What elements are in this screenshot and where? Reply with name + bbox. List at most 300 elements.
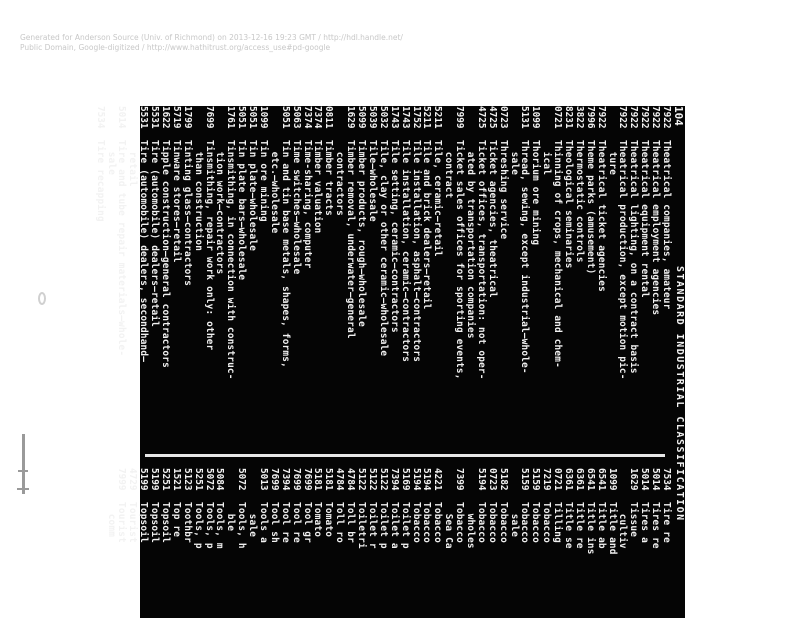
left-index-column [94,106,672,446]
index-entry [388,468,399,628]
index-entry [617,106,628,446]
index-entry [606,468,617,628]
sic-code: 5131 [519,106,531,129]
sic-code [442,106,453,140]
industry-description: Tools, p [203,502,215,549]
index-entry [431,468,442,628]
sic-code: 5531 [138,106,150,129]
industry-description: Tobacco [475,502,487,543]
index-entry [246,468,257,628]
index-entry [312,468,323,628]
industry-description: retail [127,140,139,187]
index-entry [638,468,649,628]
sic-code: 8231 [562,106,574,129]
sic-code: 4725 [475,106,487,129]
scan-artifact-scratch [22,434,25,494]
index-entry [257,106,268,446]
industry-description: Title se [562,502,574,549]
industry-description: Tobacco [497,502,509,543]
industry-description: ble [225,502,237,532]
sic-code [540,106,551,140]
index-entry [148,106,159,446]
sic-code: 5063 [290,106,302,129]
index-entry [235,468,246,628]
sic-code: 0721 [552,106,564,129]
index-entry [519,468,530,628]
index-entry [399,106,410,446]
index-entry [475,106,486,446]
sic-code: 5211 [432,106,444,129]
industry-description: Tile setting, ceramic—contractors [388,140,400,333]
industry-description: Tool re [279,502,291,543]
industry-description: Tool gr [301,502,313,543]
index-entry [224,468,235,628]
sic-code: 7699 [290,468,302,491]
industry-description: ated by transportation companies [464,140,476,339]
index-entry [573,468,584,628]
industry-description: Tools, p [192,502,204,549]
sic-code: 5072 [203,468,215,491]
sic-code: 7374 [301,106,313,129]
index-entry [170,468,181,628]
index-entry [584,106,595,446]
index-entry [268,468,279,628]
industry-description: etc.—wholesale [268,140,280,234]
index-entry [301,468,312,628]
sic-code [508,468,519,502]
industry-description: Toll br [345,502,357,543]
industry-description: Timber tracts [323,140,335,216]
industry-description: Title ins [584,502,596,555]
index-entry [159,106,170,446]
industry-description: Tilling [552,502,564,543]
index-entry [246,106,257,446]
index-entry [617,468,628,628]
index-entry [323,106,334,446]
industry-description: contract [443,140,455,199]
index-entry [562,468,573,628]
industry-description: Tobacco [410,502,422,543]
index-entry [540,468,551,628]
industry-description: Tools, m [214,502,226,549]
index-entry [355,106,366,446]
industry-description: Tinsmithing, repair work only: other [203,140,215,351]
index-entry [497,468,508,628]
sic-code: 5251 [192,468,204,491]
industry-description: sale [247,502,259,538]
index-entry [279,106,290,446]
sic-code [464,468,475,502]
sic-code: 5169 [399,468,411,491]
industry-description: Tile installation, ceramic—contractors [399,140,411,363]
index-entry [442,468,453,628]
index-entry [279,468,290,628]
sic-code: 7374 [312,106,324,129]
industry-description: Tomato [312,502,324,538]
index-entry [421,106,432,446]
sic-code [333,106,344,140]
index-entry [540,106,551,446]
sic-code: 4784 [334,468,346,491]
sic-code: 1743 [399,106,411,129]
index-entry [105,468,116,628]
index-entry [551,468,562,628]
index-entry [137,106,148,446]
industry-description: Tool sh [268,502,280,543]
industry-description: Theatrical lighting, on a contract basis [628,140,640,374]
index-entry [377,106,388,446]
sic-code: 5122 [356,468,368,491]
sic-code: 5211 [421,106,433,129]
sic-code: 7922 [661,106,672,129]
industry-description: tion work—contractors [214,140,226,275]
index-entry [344,106,355,446]
industry-description: Tinware stores—retail [170,140,182,263]
index-entry [105,106,116,446]
rotated-page-content [94,106,685,618]
sic-code: 5181 [323,468,335,491]
column-divider [145,454,665,457]
industry-description: sale [508,502,520,538]
industry-description: Theatrical employment agencies [650,140,662,316]
index-entry [388,106,399,446]
sic-code: 0723 [486,468,498,491]
index-entry [181,106,192,446]
industry-description: Toilet p [377,502,389,549]
industry-description: Tobacco [421,502,433,543]
index-entry [290,468,301,628]
sic-code: 7219 [541,468,553,491]
sic-code: 5122 [377,468,389,491]
industry-description: Title and [606,502,618,555]
industry-description: Tomato [323,502,335,538]
index-entry [148,468,159,628]
index-entry [606,106,617,446]
index-entry [203,468,214,628]
sic-code: 7999 [454,106,466,129]
sic-code: 5159 [519,468,531,491]
index-entry [137,468,148,628]
index-entry [421,468,432,628]
industry-description: sale [105,140,117,176]
industry-description: ture [606,140,618,176]
index-entry [301,106,312,446]
industry-description: than construction [192,140,204,252]
index-entry [268,106,279,446]
industry-description: Toothbr [181,502,193,543]
industry-description: Tire and tube repair materials—whole- [116,140,128,357]
sic-code: 1622 [160,106,172,129]
sic-code: 0721 [552,468,564,491]
industry-description: Tools a [258,502,270,543]
industry-description: Tires re [650,502,662,549]
sic-code: 5719 [170,106,182,129]
sic-code: 5194 [475,468,487,491]
index-entry [649,468,660,628]
index-entry [116,468,127,628]
industry-description: Ticket offices, transportation: not oper- [475,140,487,380]
sic-code: 7922 [617,106,629,129]
industry-description: Topsoil [160,502,172,543]
index-entry [333,468,344,628]
industry-description: Tobacco [519,502,531,543]
sic-code: 7922 [650,106,662,129]
sic-code [464,106,475,140]
industry-description: Tinting glass—contractors [181,140,193,287]
sic-code: 5181 [312,468,324,491]
industry-description: Timber products, rough—wholesale [356,140,368,328]
industry-description: Timber valuation [312,140,324,234]
industry-description: Tobacco [432,502,444,543]
industry-description: Tile installation, asphalt—contractors [410,140,422,363]
sic-code: 5251 [160,468,172,491]
sic-code: 4725 [486,106,498,129]
sic-code: 7999 [116,468,128,491]
sic-code: 1743 [388,106,400,129]
sic-code: 5123 [181,468,193,491]
industry-description: Tires a [639,502,651,543]
industry-description: Title re [573,502,585,549]
sic-code: 7699 [268,468,280,491]
industry-description: Time switches—wholesale [290,140,302,275]
index-entry [529,106,540,446]
industry-description: ical [541,140,553,176]
industry-description: Tin ore mining [258,140,270,222]
index-entry [562,106,573,446]
industry-description: Tobacco [541,502,553,543]
sic-code: 4729 [127,468,139,491]
industry-description: Top re [170,502,182,538]
index-entry [377,468,388,628]
hathitrust-header [20,33,620,53]
industry-description: Tobacco [454,502,466,543]
index-entry [192,468,203,628]
header-license-line: Public Domain, Google-digitized / http://www.hathitrust.org/access_use#pd-google [20,43,331,52]
scan-artifact-scratch [17,488,29,490]
industry-description: Tile, clay or other ceramic—wholesale [377,140,389,357]
index-entry [257,468,268,628]
industry-description: Tools, h [236,502,248,549]
sic-code [442,468,453,502]
index-entry [519,106,530,446]
industry-description: Ticket sales offices for sporting events, [454,140,466,380]
page-number: 104 [672,106,685,126]
scanned-page [94,106,685,618]
index-entry [464,106,475,446]
industry-description: Thread, sewing, except industrial—whole- [519,140,531,374]
index-entry [627,106,638,446]
industry-description: Timber removal, underwater—general [345,140,357,339]
industry-description: Toiletri [356,502,368,549]
index-entry [366,468,377,628]
index-entry [159,468,170,628]
index-entry [116,106,127,446]
sic-code: 7699 [203,106,215,129]
sic-code [192,106,203,140]
sic-code: 1629 [345,106,357,129]
sic-code [214,106,225,140]
index-entry [464,468,475,628]
sic-code: 7699 [301,468,313,491]
industry-description: Toilet r [366,502,378,549]
index-entry [214,468,225,628]
sic-code: 6361 [573,468,585,491]
sic-code: 5531 [149,106,161,129]
index-entry [323,468,334,628]
industry-description: Tire re [661,502,672,543]
sic-code [268,106,279,140]
index-entry [529,468,540,628]
industry-description: Theme parks (amusement) [584,140,596,275]
index-entry [627,468,638,628]
index-entry [181,468,192,628]
industry-description: Toll ro [334,502,346,543]
header-generated-line: Generated for Anderson Source (Univ. of Richmond) on 2013-12-16 19:23 GMT / http://hdl.handle.net/ [20,33,403,42]
industry-description: Tobacco [530,502,542,543]
industry-description: contractors [334,140,346,216]
industry-description: Theatrical ticket agencies [595,140,607,292]
industry-description: Thinning of crops, mechanical and chem- [552,140,564,368]
sic-code: 3822 [573,106,585,129]
index-entry [203,106,214,446]
industry-description: Ticket agencies, theatrical [486,140,498,298]
index-entry [573,106,584,446]
sic-code [606,106,617,140]
index-entry [224,106,235,446]
industry-description: Tool re [290,502,302,543]
index-entry [649,106,660,446]
sic-code: 1629 [628,468,640,491]
sic-code: 0811 [323,106,335,129]
sic-code: 1799 [181,106,193,129]
index-entry [290,106,301,446]
industry-description: Tourist [116,502,128,543]
industry-description: Threshing service [497,140,509,240]
sic-code: 7922 [628,106,640,129]
industry-description: Tire (automobile) dealers—retail [149,140,161,328]
industry-description: wholes [464,502,476,549]
sic-code [617,468,628,502]
sic-code: 5039 [366,106,378,129]
sic-code [105,106,116,140]
industry-description: Tile and brick dealers—retail [421,140,433,310]
industry-description: Thorium ore mining [530,140,542,246]
sic-code: 1761 [225,106,237,129]
sic-code: 5159 [530,468,542,491]
sic-code: 6541 [595,468,607,491]
sic-code: 5013 [258,468,270,491]
industry-description: Tobacco [486,502,498,543]
sic-code: 5014 [650,468,662,491]
sic-code: 5051 [247,106,259,129]
sic-code: 7922 [639,106,651,129]
sic-code: 5084 [214,468,226,491]
sic-code: 7394 [279,468,291,491]
industry-description: Tin plate—wholesale [247,140,259,252]
industry-description: Tile—wholesale [366,140,378,222]
index-entry [508,468,519,628]
right-index-column [105,468,672,628]
sic-code: 0723 [497,106,509,129]
sic-code [126,106,137,140]
sic-code: 4784 [345,468,357,491]
industry-description: Tire (automobile) dealers, secondhand— [138,140,150,363]
industry-description: Tissue [628,502,640,538]
sic-code: 7399 [454,468,466,491]
index-entry [551,106,562,446]
sic-code: 4221 [432,468,444,491]
index-entry [453,106,464,446]
industry-description: Thermostatic controls [573,140,585,263]
industry-description: Theological seminaries [562,140,574,269]
index-entry [431,106,442,446]
index-entry [312,106,323,446]
sic-code: 5099 [356,106,368,129]
industry-description: cultiv [617,502,629,549]
index-entry [595,468,606,628]
index-entry [497,106,508,446]
index-entry [355,468,366,628]
index-entry [453,468,464,628]
sic-code [246,468,257,502]
index-entry [660,106,671,446]
sic-code: 5032 [377,106,389,129]
index-entry [399,468,410,628]
sic-code: 7534 [661,468,672,491]
index-entry [333,106,344,446]
sic-code: 1752 [410,106,422,129]
sic-code: 5199 [149,468,161,491]
index-entry [638,106,649,446]
index-entry [595,106,606,446]
sic-code: 5122 [366,468,378,491]
sic-code [224,468,235,502]
industry-description: Tinsmithing, in connection with construc- [225,140,237,380]
scan-artifact-mark [38,292,46,305]
index-entry [170,106,181,446]
industry-description: Theatrical production, except motion pic- [617,140,629,380]
industry-description: Toilet a [388,502,400,549]
index-entry [660,468,671,628]
industry-description: sale [508,140,520,176]
sic-code: 6361 [562,468,574,491]
sic-code: 1099 [530,106,542,129]
index-entry [214,106,225,446]
sic-code: 5199 [138,468,150,491]
sic-code [508,106,519,140]
sic-code: 7534 [94,106,106,129]
industry-description: Time-sharing, computer [301,140,313,269]
sic-code: 5194 [421,468,433,491]
sic-code: 5194 [410,468,422,491]
index-entry [584,468,595,628]
industry-description: Tile, ceramic—retail [432,140,444,257]
sic-code [105,468,116,502]
index-entry [442,106,453,446]
sic-code: 5014 [116,106,128,129]
sic-code: 5014 [639,468,651,491]
index-entry [366,106,377,446]
industry-description: Tin and tin base metals, shapes, forms, [279,140,291,368]
index-entry [344,468,355,628]
sic-code: 7394 [388,468,400,491]
index-entry [192,106,203,446]
industry-description: Tin plate bars—wholesale [236,140,248,281]
industry-description: Theatrical equipment rental [639,140,651,298]
industry-description: Topsoil [138,502,150,543]
sic-code: 5051 [279,106,291,129]
industry-description: Tire recapping [94,140,106,222]
